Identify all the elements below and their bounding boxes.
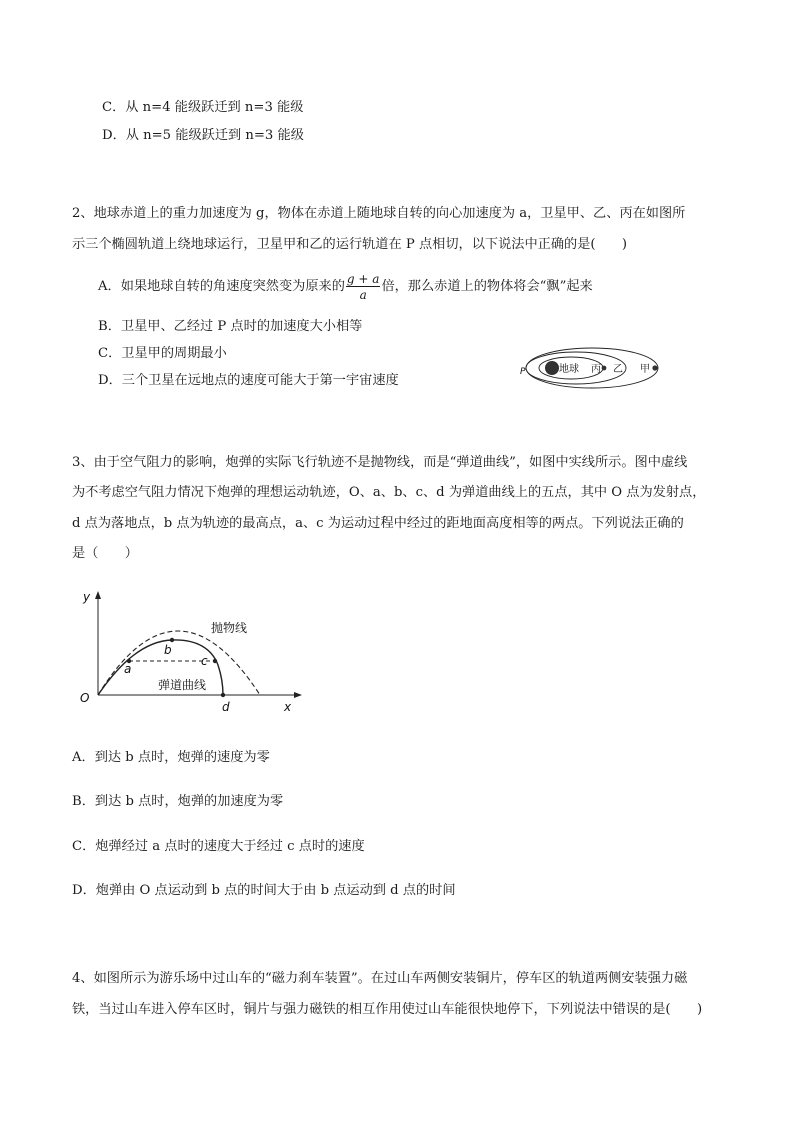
q3-stem-line2: 为不考虑空气阻力情况下炮弹的理想运动轨迹，O、a、b、c、d 为弹道曲线上的五点，其中 O 点为发射点， xyxy=(72,485,706,500)
q2-option-b: B．卫星甲、乙经过 P 点时的加速度大小相等 xyxy=(98,319,363,334)
ballistic-label: 弹道曲线 xyxy=(158,678,207,692)
satellite-jia xyxy=(652,365,657,370)
jia-label: 甲 xyxy=(640,364,650,375)
earth-circle xyxy=(545,361,559,375)
x-label: x xyxy=(284,700,292,714)
point-d xyxy=(221,693,225,697)
q2-fraction xyxy=(346,273,381,301)
q4-stem-line1: 4、如图所示为游乐场中过山车的“磁力刹车装置”。在过山车两侧安装铜片，停车区的轨道两侧安装强力磁 xyxy=(72,971,688,986)
q3-option-c: C．炮弹经过 a 点时的速度大于经过 c 点时的速度 xyxy=(72,839,365,854)
q1-option-d: D．从 n=5 能级跃迁到 n=3 能级 xyxy=(102,128,304,143)
bing-label: 丙 xyxy=(591,364,601,375)
q4-stem-line2: 铁，当过山车进入停车区时，铜片与强力磁铁的相互作用使过山车能很快地停下，下列说法中错误的是( ) xyxy=(72,1002,703,1017)
q3-option-a: A．到达 b 点时，炮弹的速度为零 xyxy=(72,750,270,765)
q3-option-d: D．炮弹由 O 点运动到 b 点的时间大于由 b 点运动到 d 点的时间 xyxy=(72,883,456,898)
q3-stem-line1: 3、由于空气阻力的影响，炮弹的实际飞行轨迹不是抛物线，而是“弹道曲线”，如图中实线所示。图中虚线 xyxy=(72,455,688,470)
o-label: O xyxy=(80,691,90,705)
c-label: c xyxy=(201,654,208,668)
q2-orbit-figure xyxy=(516,340,666,396)
q2-option-d: D．三个卫星在远地点的速度可能大于第一宇宙速度 xyxy=(98,373,399,388)
satellite-bing xyxy=(602,366,607,371)
b-label: b xyxy=(164,643,172,657)
d-label: d xyxy=(222,700,230,714)
q2-stem-line1: 2、地球赤道上的重力加速度为 g，物体在赤道上随地球自转的向心加速度为 a，卫星甲、乙、丙在如图所 xyxy=(72,206,686,221)
earth-label: 地球 xyxy=(559,364,579,375)
q1-option-c: C．从 n=4 能级跃迁到 n=3 能级 xyxy=(102,100,304,115)
q2-option-a xyxy=(98,272,593,302)
q3-stem-line3: d 点为落地点，b 点为轨迹的最高点，a、c 为运动过程中经过的距地面高度相等的两点。下列说法正确的 xyxy=(72,516,684,531)
y-axis-arrow xyxy=(95,591,101,599)
q2-option-c: C．卫星甲的周期最小 xyxy=(98,346,227,361)
point-c xyxy=(213,659,217,663)
q3-trajectory-figure xyxy=(72,585,302,715)
q2-stem-line2: 示三个椭圆轨道上绕地球运行，卫星甲和乙的运行轨道在 P 点相切，以下说法中正确的是( ) xyxy=(72,237,628,252)
x-axis-arrow xyxy=(294,692,302,698)
a-label: a xyxy=(124,662,132,676)
q2-fraction-denominator: a xyxy=(359,287,367,302)
yi-label: 乙 xyxy=(613,364,623,375)
parabola-label: 抛物线 xyxy=(211,621,248,635)
q2-fraction-numerator: g + a xyxy=(346,271,380,286)
q2-option-a-text: A．如果地球自转的角速度突然变为原来的 xyxy=(98,279,345,294)
point-b xyxy=(170,638,174,642)
q3-option-b: B．到达 b 点时，炮弹的加速度为零 xyxy=(72,794,284,809)
y-label: y xyxy=(83,590,91,604)
q3-stem-line4: 是（ ） xyxy=(72,546,138,561)
p-label: P xyxy=(520,367,526,377)
q2-option-a-tail: 倍，那么赤道上的物体将会“飘”起来 xyxy=(381,279,593,294)
